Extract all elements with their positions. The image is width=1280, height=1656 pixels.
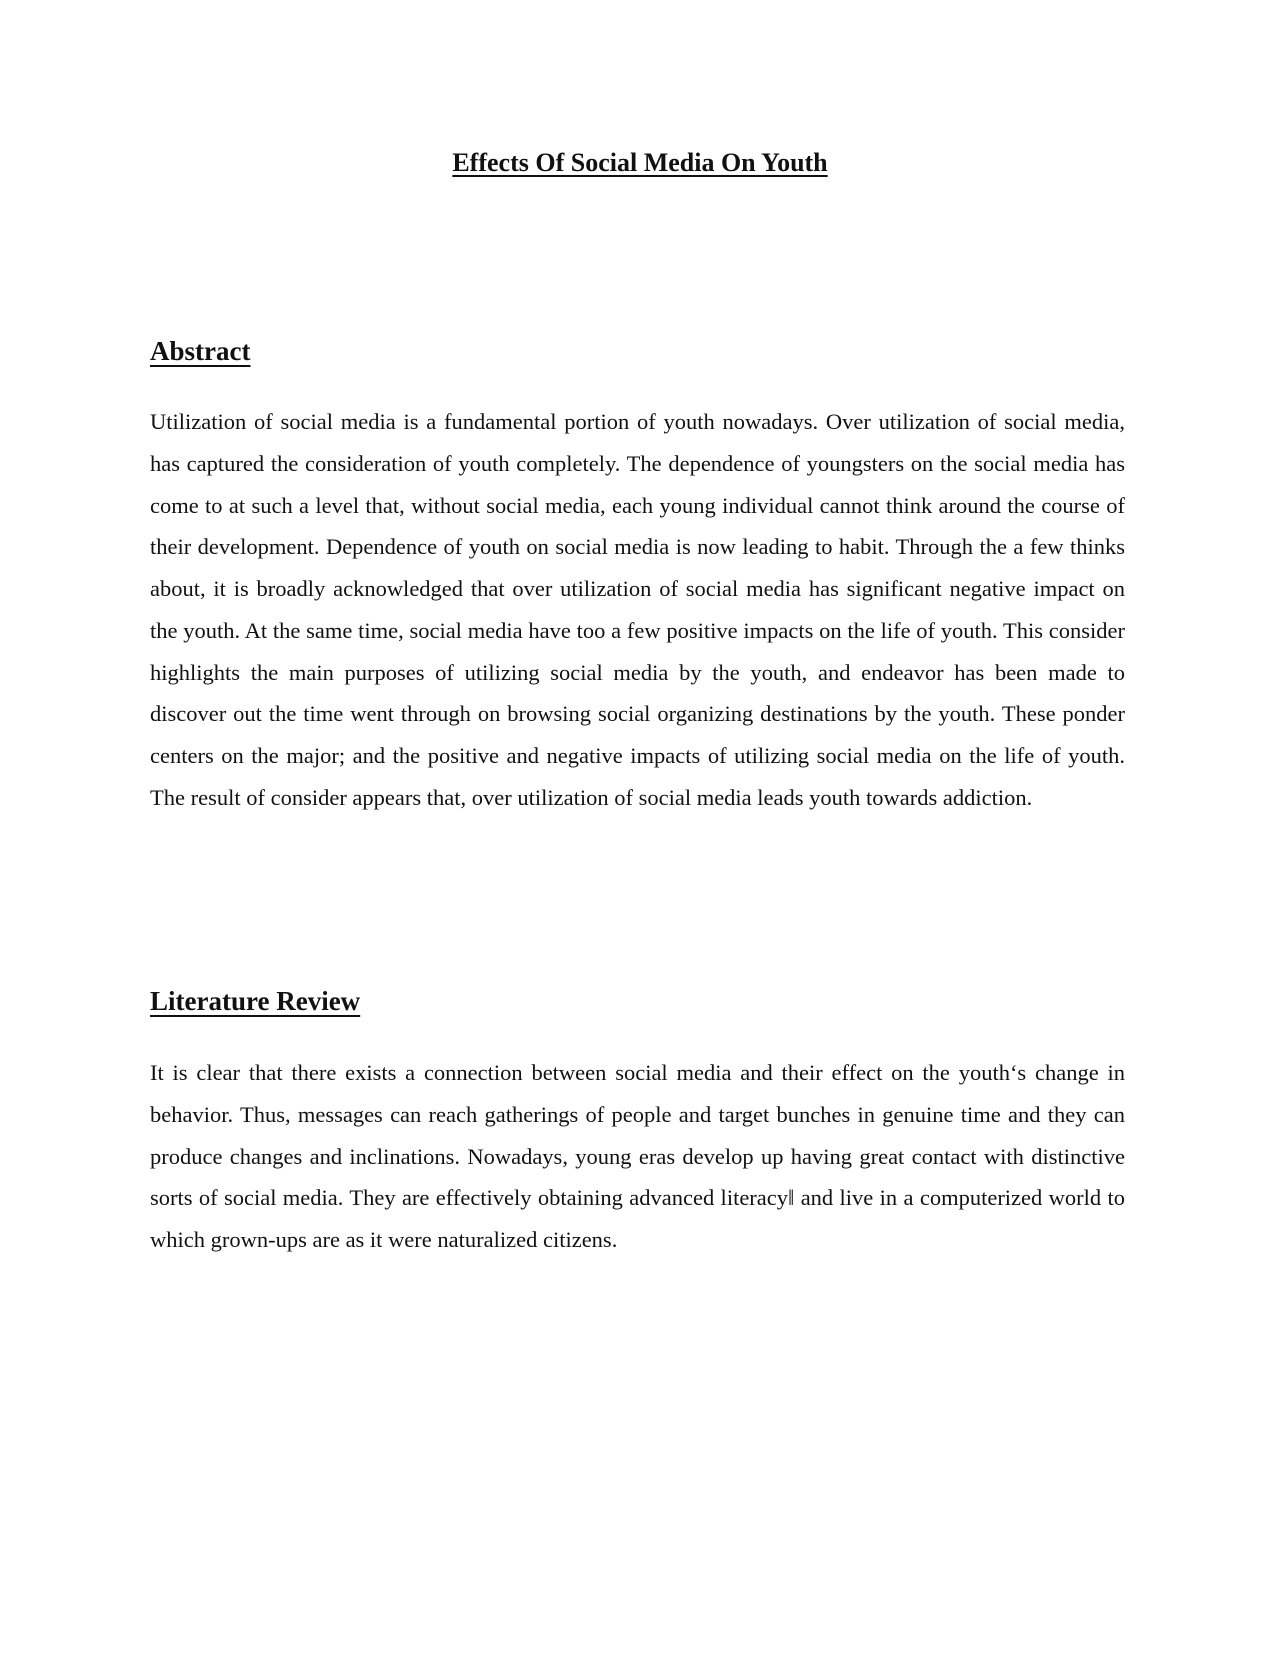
literature-review-heading: Literature Review: [150, 986, 361, 1016]
literature-review-paragraph: It is clear that there exists a connection between social media and their effect on the youth‘s change in behavior. Thus, messages can reach gatherings of people and target bunches in genuine time and they can produce changes and inclinations. Nowadays, young eras develop up having great contact with distinctive sorts of social media. They are effectively obtaining advanced literacy‖ and live in a computerized world to which grown-ups are as it were naturalized citizens.: [150, 1060, 1125, 1252]
abstract-heading: Abstract: [150, 336, 251, 366]
document-title-text: Effects Of Social Media On Youth: [452, 148, 828, 177]
document-title: [0, 146, 1280, 180]
abstract-paragraph: Utilization of social media is a fundamental portion of youth nowadays. Over utilization of social media, has captured the consideration of youth completely. The dependence of youngsters on the social media has come to at such a level that, without social media, each young individual cannot think around the course of their development. Dependence of youth on social media is now leading to habit. Through the a few thinks about, it is broadly acknowledged that over utilization of social media has significant negative impact on the youth. At the same time, social media have too a few positive impacts on the life of youth. This consider highlights the main purposes of utilizing social media by the youth, and endeavor has been made to discover out the time went through on browsing social organizing destinations by the youth. These ponder centers on the major; and the positive and negative impacts of utilizing social media on the life of youth. The result of consider appears that, over utilization of social media leads youth towards addiction.: [150, 409, 1125, 810]
